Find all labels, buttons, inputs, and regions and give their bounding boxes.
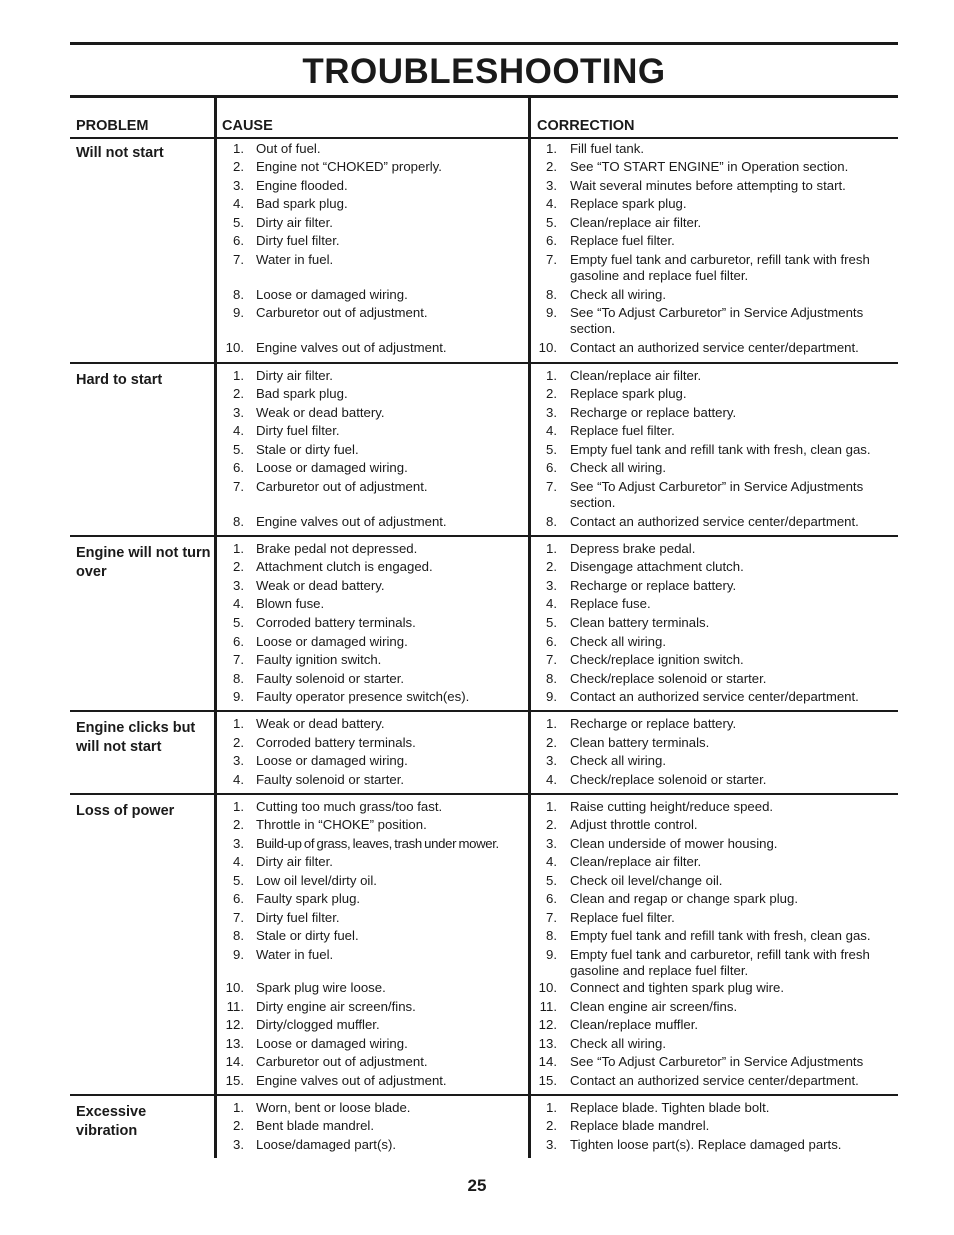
correction-text: Wait several minutes before attempting to start.	[570, 178, 846, 193]
problem-label: Hard to start	[76, 372, 163, 388]
cause-text: Blown fuse.	[256, 596, 325, 611]
cause-number: 8.	[233, 514, 244, 529]
correction-text: Clean/replace muffler.	[570, 1017, 699, 1032]
header-correction: CORRECTION	[537, 118, 635, 134]
correction-number: 7.	[546, 652, 557, 667]
correction-number: 5.	[546, 215, 557, 230]
cause-text: Faulty ignition switch.	[256, 652, 382, 667]
correction-text: Replace fuse.	[570, 596, 651, 611]
cause-text: Bad spark plug.	[256, 196, 348, 211]
correction-number: 6.	[546, 634, 557, 649]
correction-number: 2.	[546, 817, 557, 832]
correction-text: See “TO START ENGINE” in Operation section.	[570, 159, 849, 174]
cause-number: 5.	[233, 873, 244, 888]
cause-number: 2.	[233, 1118, 244, 1133]
cause-number: 2.	[233, 159, 244, 174]
correction-number: 4.	[546, 596, 557, 611]
cause-text: Out of fuel.	[256, 141, 321, 156]
cause-number: 14.	[225, 1054, 244, 1069]
cause-number: 9.	[233, 689, 244, 704]
correction-number: 2.	[546, 735, 557, 750]
cause-number: 2.	[233, 386, 244, 401]
cause-text: Engine not “CHOKED” properly.	[256, 159, 442, 174]
correction-text: Replace spark plug.	[570, 196, 687, 211]
correction-number: 6.	[546, 233, 557, 248]
correction-number: 5.	[546, 615, 557, 630]
correction-number: 7.	[546, 479, 557, 494]
correction-number: 1.	[546, 368, 557, 383]
cause-text: Stale or dirty fuel.	[256, 928, 359, 943]
correction-text: Replace blade. Tighten blade bolt.	[570, 1100, 770, 1115]
problem-label: Engine clicks but will not start	[76, 720, 196, 755]
cause-number: 8.	[233, 671, 244, 686]
cause-number: 13.	[225, 1036, 244, 1051]
correction-number: 3.	[546, 1137, 557, 1152]
section-separator	[70, 710, 898, 712]
correction-text: Clean engine air screen/fins.	[570, 999, 738, 1014]
correction-text: Clean battery terminals.	[570, 735, 710, 750]
correction-number: 6.	[546, 460, 557, 475]
correction-text: Fill fuel tank.	[570, 141, 645, 156]
correction-text: Connect and tighten spark plug wire.	[570, 980, 785, 995]
cause-text: Loose or damaged wiring.	[256, 634, 408, 649]
top-rule	[70, 42, 898, 45]
cause-text: Cutting too much grass/too fast.	[256, 799, 443, 814]
correction-number: 2.	[546, 1118, 557, 1133]
cause-number: 4.	[233, 423, 244, 438]
correction-number: 1.	[546, 1100, 557, 1115]
correction-text: See “To Adjust Carburetor” in Service Adjustments	[570, 1054, 864, 1069]
correction-text: Clean/replace air filter.	[570, 368, 702, 383]
header-problem: PROBLEM	[76, 118, 149, 134]
correction-number: 8.	[546, 287, 557, 302]
correction-text: Check/replace solenoid or starter.	[570, 772, 767, 787]
correction-number: 2.	[546, 559, 557, 574]
correction-text: See “To Adjust Carburetor” in Service Adjustments section.	[570, 305, 864, 336]
cause-text: Dirty air filter.	[256, 215, 333, 230]
correction-number: 15.	[538, 1073, 557, 1088]
cause-number: 6.	[233, 233, 244, 248]
correction-text: Replace fuel filter.	[570, 423, 675, 438]
cause-text: Bent blade mandrel.	[256, 1118, 375, 1133]
correction-number: 4.	[546, 772, 557, 787]
cause-number: 3.	[233, 178, 244, 193]
cause-number: 2.	[233, 735, 244, 750]
cause-number: 2.	[233, 817, 244, 832]
section-separator	[70, 1094, 898, 1096]
correction-text: Disengage attachment clutch.	[570, 559, 744, 574]
cause-text: Engine flooded.	[256, 178, 348, 193]
cause-text: Loose or damaged wiring.	[256, 460, 408, 475]
cause-text: Low oil level/dirty oil.	[256, 873, 377, 888]
correction-number: 3.	[546, 753, 557, 768]
cause-text: Water in fuel.	[256, 252, 334, 267]
correction-number: 1.	[546, 141, 557, 156]
correction-number: 2.	[546, 386, 557, 401]
correction-number: 4.	[546, 423, 557, 438]
correction-text: Clean battery terminals.	[570, 615, 710, 630]
cause-number: 1.	[233, 541, 244, 556]
cause-text: Dirty fuel filter.	[256, 233, 340, 248]
correction-text: Recharge or replace battery.	[570, 716, 737, 731]
correction-number: 3.	[546, 578, 557, 593]
correction-number: 7.	[546, 910, 557, 925]
cause-text: Water in fuel.	[256, 947, 334, 962]
cause-text: Worn, bent or loose blade.	[256, 1100, 411, 1115]
cause-text: Dirty engine air screen/fins.	[256, 999, 416, 1014]
header-cause: CAUSE	[222, 118, 273, 134]
cause-number: 6.	[233, 460, 244, 475]
cause-number: 3.	[233, 578, 244, 593]
correction-number: 3.	[546, 405, 557, 420]
correction-number: 7.	[546, 252, 557, 267]
correction-text: Contact an authorized service center/department.	[570, 689, 859, 704]
cause-number: 1.	[233, 716, 244, 731]
correction-number: 9.	[546, 947, 557, 962]
cause-number: 10.	[225, 340, 244, 355]
correction-number: 1.	[546, 716, 557, 731]
cause-text: Loose or damaged wiring.	[256, 753, 408, 768]
correction-number: 11.	[539, 999, 557, 1014]
correction-text: Check/replace ignition switch.	[570, 652, 744, 667]
cause-number: 11.	[226, 999, 244, 1014]
correction-number: 5.	[546, 442, 557, 457]
problem-label: Excessive vibration	[76, 1104, 147, 1139]
cause-number: 6.	[233, 634, 244, 649]
correction-number: 4.	[546, 196, 557, 211]
section-separator	[70, 535, 898, 537]
cause-number: 4.	[233, 196, 244, 211]
cause-number: 1.	[233, 1100, 244, 1115]
cause-text: Carburetor out of adjustment.	[256, 1054, 428, 1069]
cause-number: 5.	[233, 442, 244, 457]
correction-text: Replace blade mandrel.	[570, 1118, 710, 1133]
cause-number: 2.	[233, 559, 244, 574]
cause-text: Engine valves out of adjustment.	[256, 1073, 447, 1088]
cause-text: Weak or dead battery.	[256, 716, 385, 731]
cause-number: 1.	[233, 141, 244, 156]
correction-text: Clean underside of mower housing.	[570, 836, 778, 851]
cause-number: 7.	[233, 252, 244, 267]
cause-text: Faulty solenoid or starter.	[256, 671, 405, 686]
cause-text: Carburetor out of adjustment.	[256, 479, 428, 494]
correction-number: 9.	[546, 305, 557, 320]
cause-number: 12.	[225, 1017, 244, 1032]
correction-text: Empty fuel tank and refill tank with fresh, clean gas.	[570, 442, 871, 457]
cause-number: 7.	[233, 910, 244, 925]
cause-text: Brake pedal not depressed.	[256, 541, 418, 556]
cause-text: Dirty air filter.	[256, 854, 333, 869]
cause-text: Loose or damaged wiring.	[256, 287, 408, 302]
correction-text: Check all wiring.	[570, 753, 667, 768]
cause-number: 3.	[233, 753, 244, 768]
correction-text: Tighten loose part(s). Replace damaged parts.	[570, 1137, 842, 1152]
correction-text: Check all wiring.	[570, 460, 667, 475]
section-separator	[70, 362, 898, 364]
correction-number: 5.	[546, 873, 557, 888]
problem-label: Engine will not turn over	[76, 545, 211, 580]
page-title: TROUBLESHOOTING	[302, 52, 666, 91]
cause-text: Stale or dirty fuel.	[256, 442, 359, 457]
cause-number: 9.	[233, 947, 244, 962]
correction-text: Check all wiring.	[570, 1036, 667, 1051]
correction-text: See “To Adjust Carburetor” in Service Adjustments section.	[570, 479, 864, 510]
cause-number: 5.	[233, 615, 244, 630]
correction-number: 8.	[546, 928, 557, 943]
correction-number: 1.	[546, 541, 557, 556]
correction-text: Depress brake pedal.	[570, 541, 696, 556]
cause-number: 7.	[233, 479, 244, 494]
correction-number: 4.	[546, 854, 557, 869]
cause-number: 6.	[233, 891, 244, 906]
correction-text: Replace fuel filter.	[570, 233, 675, 248]
correction-text: Check oil level/change oil.	[570, 873, 723, 888]
cause-number: 15.	[225, 1073, 244, 1088]
cause-text: Loose/damaged part(s).	[256, 1137, 397, 1152]
cause-text: Faulty spark plug.	[256, 891, 361, 906]
correction-text: Recharge or replace battery.	[570, 578, 737, 593]
cause-number: 10.	[225, 980, 244, 995]
correction-number: 10.	[538, 980, 557, 995]
cause-text: Weak or dead battery.	[256, 578, 385, 593]
correction-text: Replace spark plug.	[570, 386, 687, 401]
correction-text: Check all wiring.	[570, 634, 667, 649]
correction-text: Empty fuel tank and refill tank with fresh, clean gas.	[570, 928, 871, 943]
cause-number: 8.	[233, 928, 244, 943]
cause-number: 1.	[233, 368, 244, 383]
correction-text: Check all wiring.	[570, 287, 667, 302]
cause-text: Dirty/clogged muffler.	[256, 1017, 380, 1032]
correction-text: Adjust throttle control.	[570, 817, 698, 832]
cause-text: Dirty fuel filter.	[256, 910, 340, 925]
cause-number: 5.	[233, 215, 244, 230]
cause-text: Bad spark plug.	[256, 386, 348, 401]
correction-number: 3.	[546, 836, 557, 851]
cause-number: 3.	[233, 405, 244, 420]
correction-text: Empty fuel tank and carburetor, refill tank with fresh gasoline and replace fuel filter.	[570, 252, 870, 283]
correction-text: Recharge or replace battery.	[570, 405, 737, 420]
correction-text: Empty fuel tank and carburetor, refill tank with fresh gasoline and replace fuel filter.	[570, 947, 870, 978]
cause-text: Engine valves out of adjustment.	[256, 514, 447, 529]
problem-label: Will not start	[76, 145, 164, 161]
correction-text: Contact an authorized service center/department.	[570, 340, 859, 355]
correction-number: 13.	[538, 1036, 557, 1051]
correction-number: 2.	[546, 159, 557, 174]
cause-text: Dirty air filter.	[256, 368, 333, 383]
correction-text: Raise cutting height/reduce speed.	[570, 799, 774, 814]
correction-number: 8.	[546, 671, 557, 686]
cause-number: 4.	[233, 596, 244, 611]
cause-text: Dirty fuel filter.	[256, 423, 340, 438]
cause-number: 3.	[233, 836, 244, 851]
correction-text: Contact an authorized service center/department.	[570, 1073, 859, 1088]
correction-number: 8.	[546, 514, 557, 529]
correction-text: Clean/replace air filter.	[570, 854, 702, 869]
correction-number: 12.	[538, 1017, 557, 1032]
cause-text: Spark plug wire loose.	[256, 980, 386, 995]
cause-text: Corroded battery terminals.	[256, 615, 416, 630]
cause-number: 8.	[233, 287, 244, 302]
column-divider-cause	[214, 96, 217, 1158]
cause-number: 1.	[233, 799, 244, 814]
cause-text: Loose or damaged wiring.	[256, 1036, 408, 1051]
correction-number: 1.	[546, 799, 557, 814]
cause-number: 4.	[233, 854, 244, 869]
cause-number: 7.	[233, 652, 244, 667]
correction-text: Check/replace solenoid or starter.	[570, 671, 767, 686]
cause-text: Carburetor out of adjustment.	[256, 305, 428, 320]
cause-text: Weak or dead battery.	[256, 405, 385, 420]
correction-number: 10.	[538, 340, 557, 355]
correction-text: Replace fuel filter.	[570, 910, 675, 925]
correction-text: Clean and regap or change spark plug.	[570, 891, 799, 906]
cause-text: Faulty solenoid or starter.	[256, 772, 405, 787]
section-separator	[70, 793, 898, 795]
cause-number: 9.	[233, 305, 244, 320]
cause-text: Build-up of grass, leaves, trash under mower.	[256, 836, 499, 851]
correction-number: 14.	[538, 1054, 557, 1069]
cause-number: 4.	[233, 772, 244, 787]
cause-number: 3.	[233, 1137, 244, 1152]
page-number: 25	[467, 1176, 487, 1195]
cause-text: Faulty operator presence switch(es).	[256, 689, 470, 704]
cause-text: Attachment clutch is engaged.	[256, 559, 433, 574]
title-rule	[70, 95, 898, 98]
column-divider-correction	[528, 96, 531, 1158]
problem-label: Loss of power	[76, 803, 175, 819]
correction-text: Contact an authorized service center/department.	[570, 514, 859, 529]
cause-text: Corroded battery terminals.	[256, 735, 416, 750]
correction-number: 3.	[546, 178, 557, 193]
cause-text: Engine valves out of adjustment.	[256, 340, 447, 355]
cause-text: Throttle in “CHOKE” position.	[256, 817, 427, 832]
header-rule	[70, 137, 898, 139]
correction-text: Clean/replace air filter.	[570, 215, 702, 230]
correction-number: 9.	[546, 689, 557, 704]
correction-number: 6.	[546, 891, 557, 906]
